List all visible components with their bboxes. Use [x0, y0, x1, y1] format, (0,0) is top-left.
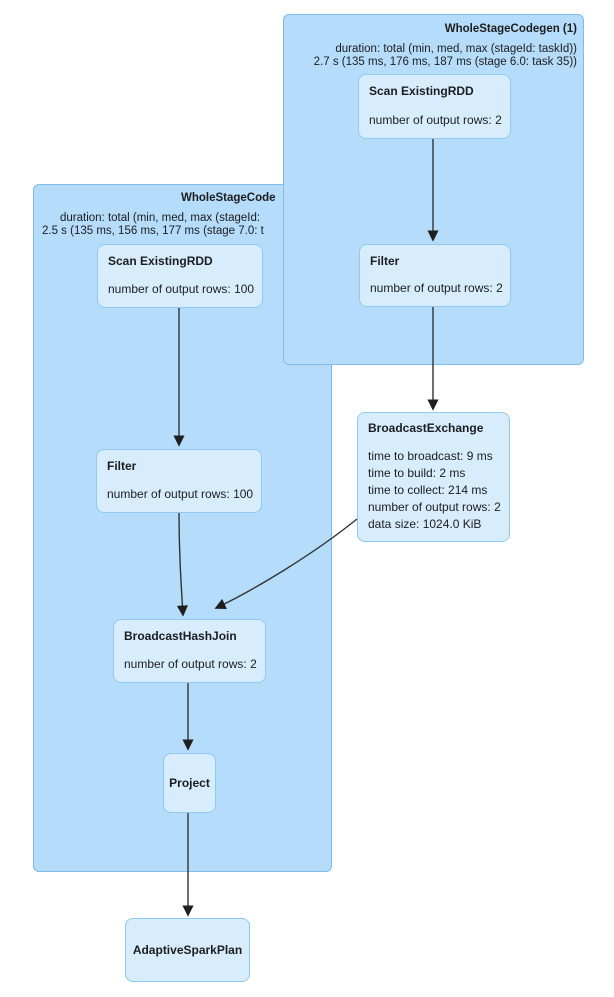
node-name: Filter [370, 254, 400, 268]
node-name: BroadcastExchange [368, 421, 484, 435]
node-broadcast-exchange[interactable] [357, 412, 510, 542]
node-metric: time to build: 2 ms [368, 466, 466, 480]
node-metric: number of output rows: 2 [369, 113, 502, 127]
node-metric: number of output rows: 2 [124, 657, 257, 671]
node-scan-existingrdd-1[interactable] [358, 74, 511, 139]
node-name: Scan ExistingRDD [369, 84, 474, 98]
node-adaptive-spark-plan[interactable] [125, 918, 250, 982]
cluster-duration-line1: duration: total (min, med, max (stageId: taskId)) [335, 43, 577, 55]
cluster-duration-line2: 2.5 s (135 ms, 156 ms, 177 ms (stage 7.0: t [42, 225, 264, 237]
node-name: BroadcastHashJoin [124, 629, 237, 643]
node-scan-existingrdd-2[interactable] [97, 244, 263, 308]
node-metrics [368, 448, 499, 533]
cluster-title: WholeStageCode [181, 192, 276, 204]
node-metric: number of output rows: 100 [107, 487, 254, 501]
node-metric: data size: 1024.0 KiB [368, 517, 482, 531]
node-name: AdaptiveSparkPlan [132, 943, 243, 957]
cluster-header [290, 22, 577, 69]
cluster-title: WholeStageCodegen (1) [444, 23, 577, 35]
node-name: Scan ExistingRDD [108, 254, 213, 268]
node-metric: number of output rows: 100 [108, 282, 255, 296]
node-metric: time to collect: 214 ms [368, 483, 488, 497]
cluster-duration-line1: duration: total (min, med, max (stageId: [60, 212, 261, 224]
cluster-duration-line2: 2.7 s (135 ms, 176 ms, 187 ms (stage 6.0: task 35)) [313, 56, 577, 68]
node-metric: time to broadcast: 9 ms [368, 449, 493, 463]
node-project[interactable] [163, 753, 216, 813]
node-broadcast-hash-join[interactable] [113, 619, 266, 683]
cluster-wholestagecodegen-1 [283, 14, 584, 365]
node-filter-1[interactable] [359, 244, 511, 307]
node-metric: number of output rows: 2 [370, 281, 503, 295]
node-metric: number of output rows: 2 [368, 500, 501, 514]
node-name: Filter [107, 459, 137, 473]
node-filter-2[interactable] [96, 449, 262, 513]
node-name: Project [169, 776, 210, 790]
